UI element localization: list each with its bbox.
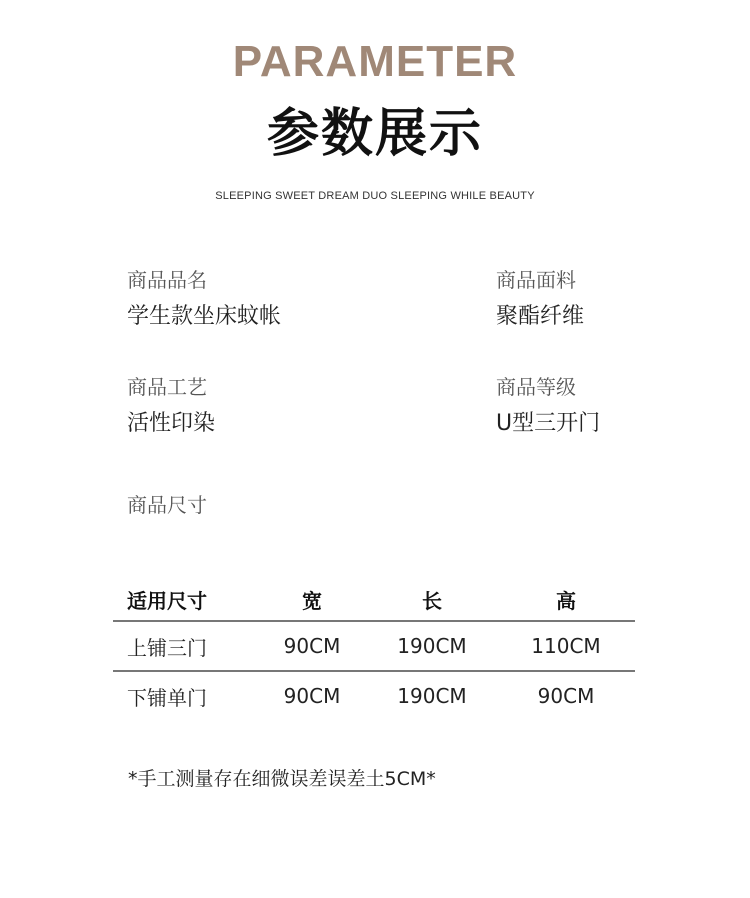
table-cell: 190CM bbox=[397, 684, 467, 708]
table-cell: 90CM bbox=[283, 634, 341, 658]
param-label: 商品面料 bbox=[496, 268, 576, 292]
param-value: 学生款坐床蚊帐 bbox=[127, 304, 282, 329]
table-header: 宽 bbox=[302, 588, 322, 613]
measurement-note: *手工测量存在细微误差误差土5CM* bbox=[128, 768, 436, 790]
table-cell: 90CM bbox=[537, 684, 595, 708]
table-cell: 110CM bbox=[531, 634, 601, 658]
table-row bbox=[113, 671, 635, 720]
table-header: 高 bbox=[556, 588, 576, 613]
param-product-name bbox=[127, 266, 281, 332]
table-header: 长 bbox=[422, 588, 442, 613]
page-title-en: PARAMETER bbox=[232, 37, 518, 86]
size-table bbox=[113, 578, 635, 720]
param-craft bbox=[127, 373, 215, 439]
table-row bbox=[113, 621, 635, 671]
page-subtitle: SLEEPING SWEET DREAM DUO SLEEPING WHILE BEAUTY bbox=[215, 190, 535, 202]
table-header-row bbox=[113, 578, 635, 621]
param-grade bbox=[496, 373, 600, 439]
param-label: 商品品名 bbox=[127, 268, 207, 292]
param-label: 商品尺寸 bbox=[127, 493, 207, 517]
table-cell: 190CM bbox=[397, 634, 467, 658]
param-value: 聚酯纤维 bbox=[496, 304, 585, 329]
table-header: 适用尺寸 bbox=[127, 588, 207, 613]
param-fabric bbox=[496, 266, 584, 332]
table-cell: 下铺单门 bbox=[127, 685, 207, 710]
param-value: U型三开门 bbox=[496, 411, 601, 436]
param-size bbox=[127, 491, 207, 519]
param-label: 商品工艺 bbox=[127, 375, 207, 399]
table-cell: 90CM bbox=[283, 684, 341, 708]
table-cell: 上铺三门 bbox=[127, 635, 207, 660]
param-label: 商品等级 bbox=[496, 375, 576, 399]
page-title: 参数展示 bbox=[266, 104, 483, 164]
param-value: 活性印染 bbox=[127, 411, 216, 436]
